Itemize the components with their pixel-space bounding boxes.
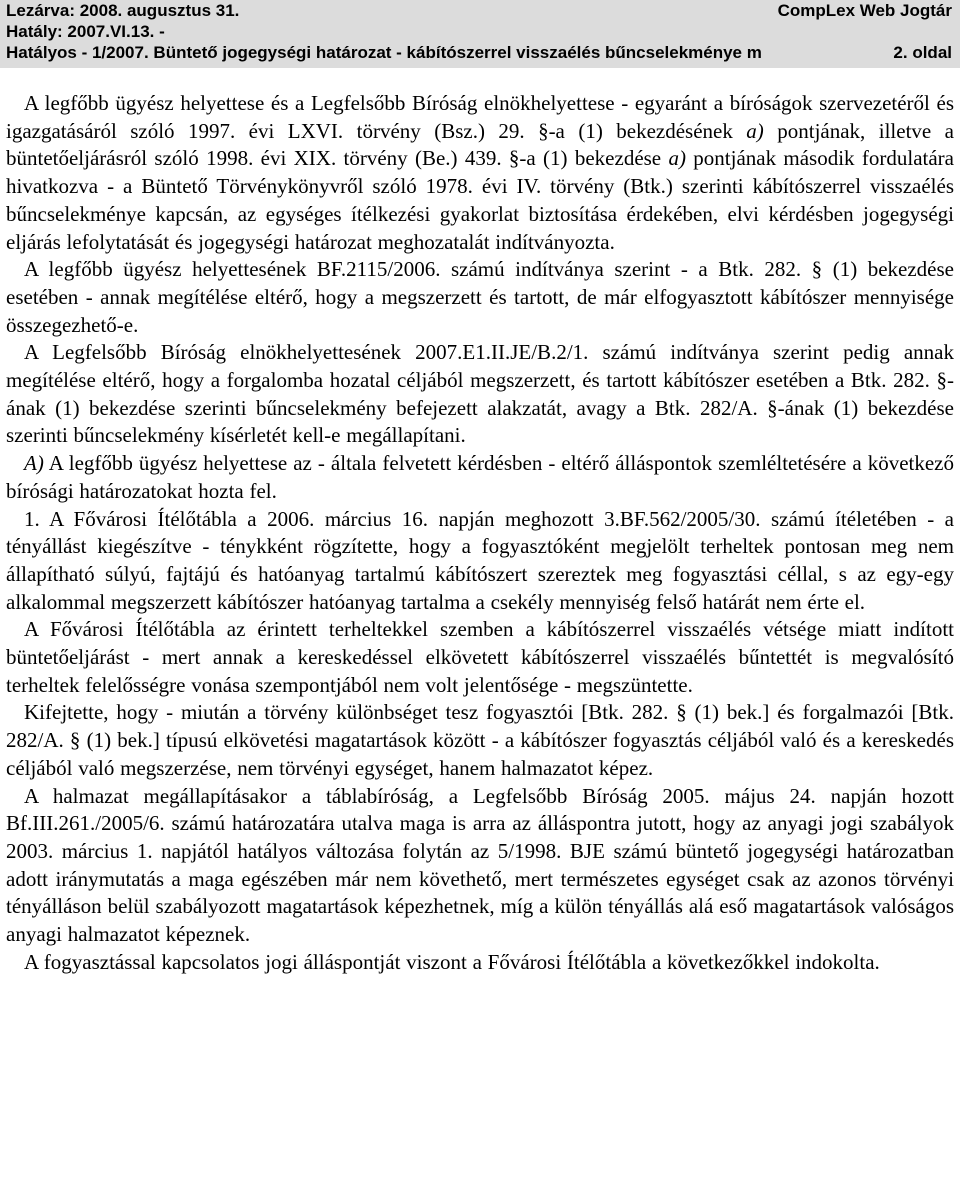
paragraph: [0, 949, 960, 977]
paragraph: [0, 616, 960, 699]
page-number: 2. oldal: [893, 43, 952, 62]
paragraph: [0, 256, 960, 339]
text-run: A halmazat megállapításakor a táblabíróság, a Legfelsőbb Bíróság 2005. május 24. napján hozott Bf.III.261./2005/6. számú határozatára utalva maga is arra az álláspontra jutott, hogy az anyagi jogi szabályok 2003. március 1. napjától hatályos változása folytán az 5/1998. BJE számú büntető jogegységi határozatban adott iránymutatás a maga egészében már nem követhető, mert természetes egységet csak az azonos törvényi tényálláson belül szabályozott magatartások képezhetnek, míg a külön tényállás alá eső magatartások valóságos anyagi halmazatot képeznek.: [6, 783, 954, 947]
document-body: [0, 90, 960, 977]
document-header: [0, 0, 960, 68]
text-run: A legfőbb ügyész helyettesének BF.2115/2006. számú indítványa szerint - a Btk. 282. § (1) bekezdése esetében - annak megítélése eltérő, hogy a megszerzett és tartott, de már elfogyasztott kábítószer mennyisége összegezhető-e.: [6, 257, 954, 337]
paragraph: [0, 90, 960, 256]
brand-name: CompLex Web Jogtár: [777, 1, 952, 20]
paragraph: [0, 783, 960, 949]
text-run: 1. A Fővárosi Ítélőtábla a 2006. március 16. napján meghozott 3.BF.562/2005/30. számú ítéletében - a tényállást kiegészítve - ténykként rögzítette, hogy a fogyasztóként megjelölt terheltek pontosan meg nem állapítható súlyú, fajtájú és hatóanyag tartalmú kábítószert szereztek meg fogyasztási céllal, s az egy-egy alkalommal megszerzett kábítószer hatóanyag tartalma a csekély mennyiség felső határát nem érte el.: [6, 506, 954, 614]
text-run: A legfőbb ügyész helyettese és a Legfelsőbb Bíróság elnökhelyettese - egyaránt a bíróságok szervezetéről és igazgatásáról szóló 1997. évi LXVI. törvény (Bsz.) 29. §-a (1) bekezdésének: [6, 91, 954, 143]
italic-text: a): [746, 118, 764, 143]
paragraph: [0, 506, 960, 617]
effective-date: Hatály: 2007.VI.13. -: [6, 22, 165, 41]
text-run: pontjának második fordulatára hivatkozva - a Büntető Törvénykönyvről szóló 1978. évi IV. törvény (Btk.) szerinti kábítószerrel visszaélés bűncselekménye kapcsán, az egységes ítélkezési gyakorlat biztosítása érdekében, elvi kérdésben jogegységi eljárás lefolytatását és jogegységi határozat meghozatalát indítványozta.: [6, 146, 954, 254]
closing-date: Lezárva: 2008. augusztus 31.: [6, 1, 240, 20]
italic-text: A): [24, 451, 44, 476]
text-run: A Fővárosi Ítélőtábla az érintett terheltekkel szemben a kábítószerrel visszaélés vétsége miatt indított büntetőeljárást - mert annak a kereskedéssel elkövetett kábítószerrel visszaélés bűntettét is megvalósító terheltek felelősségre vonása szempontjából nem volt jelentősége - megszüntette.: [6, 617, 954, 697]
document-title: Hatályos - 1/2007. Büntető jogegységi határozat - kábítószerrel visszaélés bűncselekménye m: [6, 43, 762, 62]
italic-text: a): [668, 146, 686, 171]
text-run: pontjának, illetve a büntetőeljárásról szóló 1998. évi XIX. törvény (Be.) 439. §-a (1) bekezdése: [6, 118, 954, 171]
text-run: Kifejtette, hogy - miután a törvény különbséget tesz fogyasztói [Btk. 282. § (1) bek.] és forgalmazói [Btk. 282/A. § (1) bek.] típusú elkövetési magatartások között - a kábítószer fogyasztás céljából való és a kereskedés céljából való megszerzése, nem törvényi egységet, hanem halmazatot képez.: [6, 700, 954, 780]
paragraph: [0, 699, 960, 782]
text-run: A fogyasztással kapcsolatos jogi álláspontját viszont a Fővárosi Ítélőtábla a következőkkel indokolta.: [24, 949, 880, 974]
text-run: A legfőbb ügyész helyettese az - általa felvetett kérdésben - eltérő álláspontok szemléltetésére a következő bírósági határozatokat hozta fel.: [6, 451, 954, 503]
paragraph: [0, 339, 960, 450]
paragraph: [0, 450, 960, 505]
text-run: A Legfelsőbb Bíróság elnökhelyettesének 2007.E1.II.JE/B.2/1. számú indítványa szerint pedig annak megítélése eltérő, hogy a forgalomba hozatal céljából megszerzett, és tartott kábítószer esetében a Btk. 282. §-ának (1) bekezdése szerinti bűncselekmény befejezett alakzatát, avagy a Btk. 282/A. §-ának (1) bekezdése szerinti bűncselekmény kísérletét kell-e megállapítani.: [6, 340, 954, 448]
